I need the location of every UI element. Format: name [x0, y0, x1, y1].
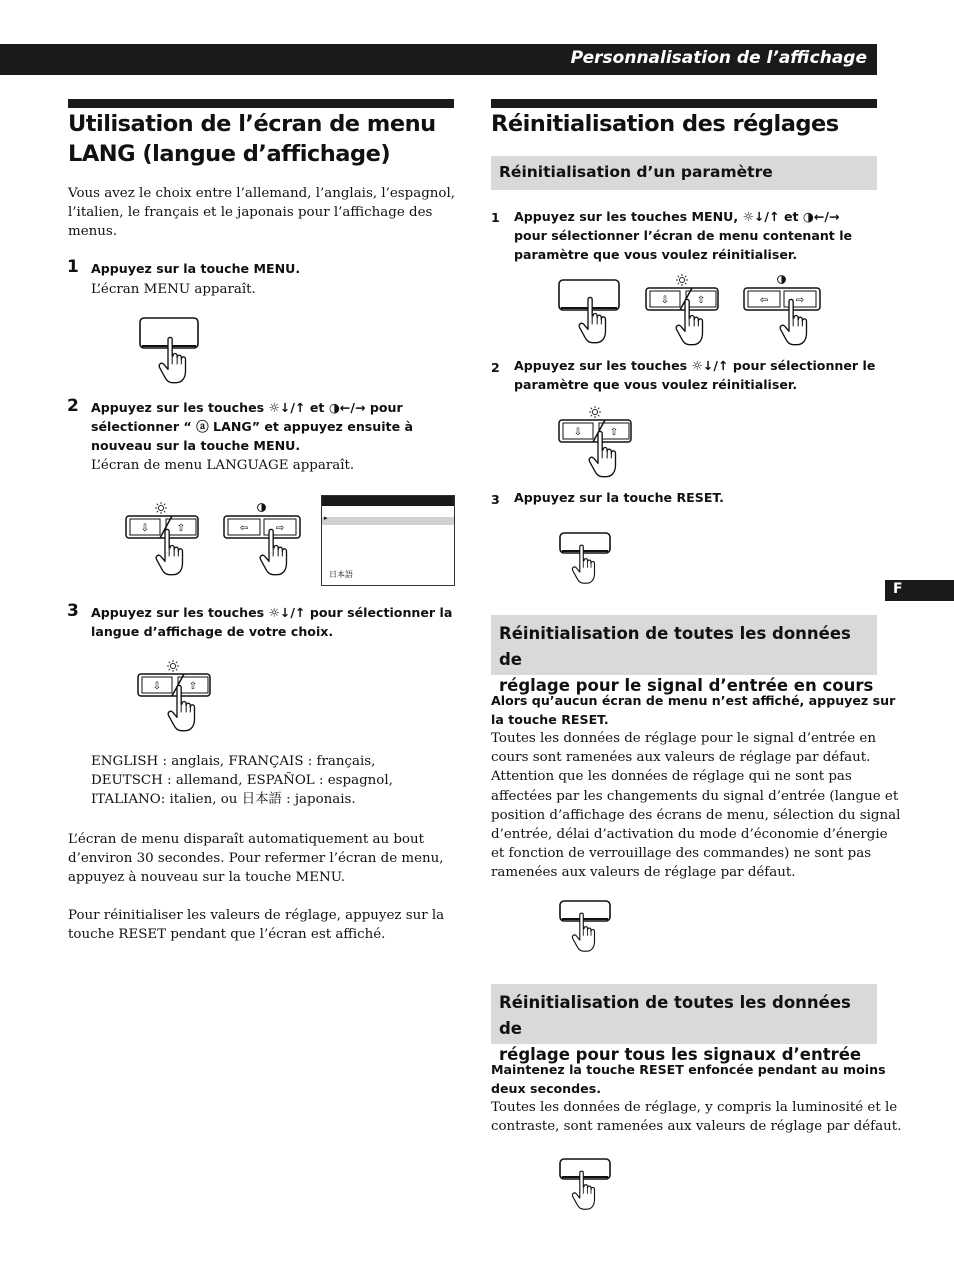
- sun-icon: [676, 274, 688, 286]
- brightness-buttons-illustration: [556, 404, 636, 480]
- text-line: Réinitialisation de toutes les données de: [499, 993, 851, 1038]
- svg-text:⇧: ⇧: [188, 681, 198, 692]
- step-number: 2: [67, 396, 79, 416]
- text-line: menus.: [68, 224, 117, 240]
- text-line: DEUTSCH : allemand, ESPAÑOL : espagnol,: [91, 773, 393, 789]
- step3-instruction: [91, 603, 452, 641]
- cursor-icon: ▸: [324, 514, 328, 522]
- r-step1-instruction: [514, 207, 852, 265]
- sun-icon: [589, 406, 601, 418]
- sub3-text: [491, 1098, 901, 1136]
- contrast-icon: [778, 276, 786, 284]
- text-line: réglage pour le signal d’entrée en cours: [499, 676, 874, 695]
- text-line: la touche RESET.: [491, 712, 609, 728]
- menu-button-illustration: [138, 316, 202, 386]
- text-line: Maintenez la touche RESET enfoncée pendant au moins: [491, 1062, 886, 1077]
- subheading-box: [491, 156, 877, 190]
- text-line: Réinitialisation de toutes les données de: [499, 624, 851, 669]
- left-title: [68, 109, 436, 169]
- section-tab: [885, 580, 954, 601]
- step1-instruction: Appuyez sur la touche MENU.: [91, 261, 301, 276]
- svg-text:⇧: ⇧: [609, 427, 619, 438]
- text-line: sélectionner “ ⓐ LANG” et appuyez ensuite à: [91, 419, 414, 435]
- reset-button-illustration: [557, 1156, 617, 1212]
- screen-title-bar: [322, 496, 454, 506]
- text-line: contraste, sont ramenées aux valeurs de réglage par défaut.: [491, 1119, 902, 1135]
- running-header-title: Personnalisation de l’affichage: [570, 48, 867, 68]
- running-header: [0, 44, 877, 75]
- svg-text:⇨: ⇨: [275, 523, 285, 534]
- subheading-text: Réinitialisation d’un paramètre: [499, 163, 773, 181]
- text-line: et fonction de verrouillage des commandes) ne sont pas: [491, 846, 872, 862]
- svg-text:⇩: ⇩: [660, 295, 670, 306]
- left-para1: [68, 830, 444, 888]
- text-line: Pour réinitialiser les valeurs de réglage, appuyez sur la: [68, 908, 445, 923]
- text-line: L’écran de menu disparaît automatiquement au bout: [68, 832, 424, 847]
- subheading-text: [499, 990, 877, 1068]
- svg-text:⇨: ⇨: [795, 295, 805, 306]
- text-line: ramenées aux valeurs de réglage par défaut.: [491, 865, 796, 881]
- text-line: Attention que les données de réglage qui ne sont pas: [491, 769, 852, 785]
- text-line: réglage pour tous les signaux d’entrée: [499, 1045, 862, 1064]
- text-line: Toutes les données de réglage, y compris la luminosité et le: [491, 1100, 898, 1115]
- sub2-instruction: [491, 691, 895, 729]
- screen-selection-bar: [322, 517, 454, 525]
- step-number: 3: [491, 492, 500, 507]
- svg-text:⇦: ⇦: [759, 295, 769, 306]
- text-line: touche RESET pendant que l’écran est affiché.: [68, 927, 386, 943]
- reset-button-illustration: [557, 530, 617, 586]
- left-para2: [68, 906, 444, 944]
- text-line: cours sont ramenées aux valeurs de réglage par défaut.: [491, 750, 871, 766]
- subheading-box: [491, 984, 877, 1064]
- text-line: deux secondes.: [491, 1081, 601, 1097]
- step2-result: L’écran de menu LANGUAGE apparaît.: [91, 458, 355, 473]
- text-line: nouveau sur la touche MENU.: [91, 438, 301, 454]
- arrow-buttons-illustration: [124, 500, 314, 580]
- text-line: l’italien, le français et le japonais pour l’affichage des: [68, 205, 433, 221]
- text-line: position d’affichage des écrans de menu, sélection du signal: [491, 807, 901, 823]
- sun-icon: [167, 660, 179, 672]
- text-line: Appuyez sur les touches MENU, ☼↓/↑ et ◑←/→: [514, 209, 840, 224]
- left-title-line: Utilisation de l’écran de menu: [68, 111, 436, 137]
- section-tab-label: F: [893, 581, 903, 597]
- language-list: [91, 752, 393, 810]
- subheading-text: [499, 621, 877, 699]
- text-line: pour sélectionner l’écran de menu contenant le: [514, 228, 853, 244]
- sub3-instruction: [491, 1060, 886, 1098]
- right-title: Réinitialisation des réglages: [491, 111, 839, 137]
- r-step2-instruction: [514, 356, 875, 394]
- sub2-text: [491, 729, 900, 883]
- text-line: ITALIANO: italien, ou 日本語 : japonais.: [91, 792, 356, 808]
- text-line: langue d’affichage de votre choix.: [91, 624, 334, 640]
- step-number: 2: [491, 360, 500, 375]
- text-line: Appuyez sur les touches ☼↓/↑ et ◑←/→ pour: [91, 400, 403, 415]
- svg-text:⇧: ⇧: [696, 295, 706, 306]
- title-rule: [491, 99, 877, 108]
- step-number: 1: [491, 210, 500, 225]
- left-title-line: LANG (langue d’affichage): [68, 141, 391, 167]
- step1-result: L’écran MENU apparaît.: [91, 282, 256, 297]
- text-line: Alors qu’aucun écran de menu n’est affiché, appuyez sur: [491, 693, 896, 708]
- japanese-option: 日本語: [329, 570, 353, 579]
- r-step3-instruction: Appuyez sur la touche RESET.: [514, 490, 724, 505]
- text-line: Appuyez sur les touches ☼↓/↑ pour sélectionner le: [514, 358, 876, 373]
- text-line: d’entrée, délai d’activation du mode d’économie d’énergie: [491, 827, 888, 843]
- text-line: affectées par les changements du signal d’entrée (langue et: [491, 788, 899, 804]
- svg-text:⇦: ⇦: [239, 523, 249, 534]
- svg-text:⇧: ⇧: [176, 523, 186, 534]
- step-number: 3: [67, 601, 79, 621]
- text-line: Vous avez le choix entre l’allemand, l’anglais, l’espagnol,: [68, 186, 456, 201]
- svg-text:⇩: ⇩: [140, 523, 150, 534]
- text-line: Toutes les données de réglage pour le signal d’entrée en: [491, 731, 876, 746]
- text-line: paramètre que vous voulez réinitialiser.: [514, 377, 798, 393]
- brightness-buttons-illustration: [136, 658, 216, 734]
- svg-text:⇩: ⇩: [152, 681, 162, 692]
- language-menu-screen: [321, 495, 455, 586]
- subheading-box: [491, 615, 877, 695]
- menu-arrow-buttons-illustration: [556, 272, 826, 348]
- reset-button-illustration: [557, 898, 617, 954]
- title-rule: [68, 99, 454, 108]
- text-line: d’environ 30 secondes. Pour refermer l’écran de menu,: [68, 851, 444, 867]
- contrast-icon: [258, 504, 266, 512]
- text-line: ENGLISH : anglais, FRANÇAIS : français,: [91, 754, 376, 769]
- sun-icon: [155, 502, 167, 514]
- left-intro: [68, 184, 455, 242]
- svg-text:⇩: ⇩: [573, 427, 583, 438]
- step2-instruction: [91, 398, 413, 456]
- text-line: appuyez à nouveau sur la touche MENU.: [68, 870, 346, 886]
- step-number: 1: [67, 257, 79, 277]
- text-line: Appuyez sur les touches ☼↓/↑ pour sélectionner la: [91, 605, 453, 620]
- text-line: paramètre que vous voulez réinitialiser.: [514, 247, 798, 263]
